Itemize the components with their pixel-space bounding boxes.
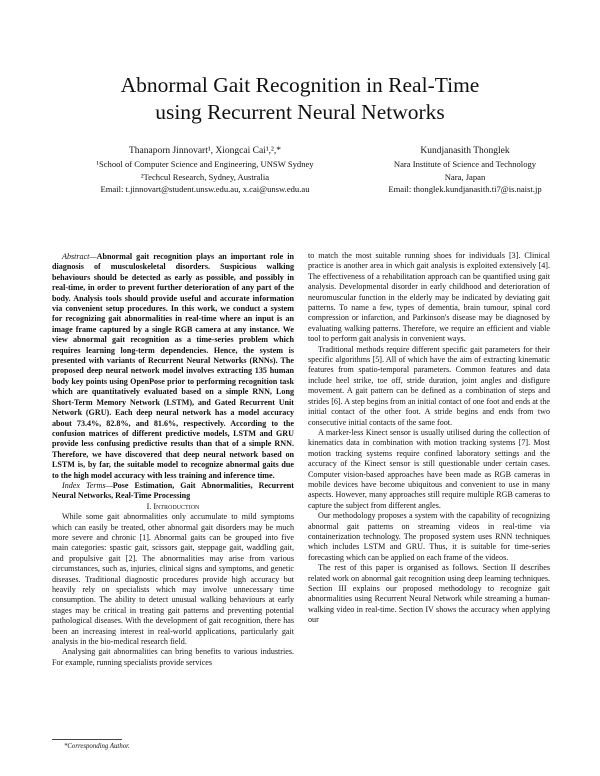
email-left[interactable]: Email: t.jinnovart@student.unsw.edu.au, x.cai@unsw.edu.au [100, 184, 310, 194]
paper-title [60, 72, 540, 126]
affiliation-1-left: ¹School of Computer Science and Engineering, UNSW Sydney [96, 159, 314, 169]
author-block-right [340, 145, 590, 196]
right-paragraph-1: to match the most suitable running shoes for individuals [3]. Clinical practice is another area in which gait analysis is exploited extensively [4]. The effectiveness of a rehabilitation approach can be quantified using gait analysis. Developmental disorder in early childhood and deterioration of neuromuscular function in the elderly may be indicated by deviating gait patterns. To name a few, types of dementia, brain tumour, spinal cord compression or infarction, and Parkinson's disease may be diagnosed by evaluating walking patterns. Therefore, we require an efficient and viable tool to perform gait analysis in convenient ways. [308, 251, 550, 344]
affiliation-1-right: Nara Institute of Science and Technology [393, 159, 537, 169]
title-line-2: using Recurrent Neural Networks [155, 100, 445, 124]
abstract-text: Abnormal gait recognition plays an important role in diagnosis of musculoskeletal disorders. Suspicious walking behaviours should be detected as early as possible, and possibly in real-time, in order to prevent further deterioration of any part of the body. Analysis tools should provide useful and accurate information via convenient setup procedures. In this work, we conduct a system for recognizing gait abnormalities in real-time where an input is an image frame captured by a single RGB camera at any instance. We view abnormal gait recognition as a time-series problem which requires learning long-term dependencies. Hence, the system is presented with variants of Recurrent Neural Networks (RNNs). The proposed deep neural network model involves extracting 135 human body key points using OpenPose prior to performing recognition task which are quantitatively evaluated based on a simple RNN, Long Short-Term Memory Network (LSTM), and Gated Recurrent Unit Network (GRU). Each deep neural network has a model accuracy about 73.4%, 82.8%, and 81.6%, respectively. According to the confusion matrices of different predictive models, LSTM and GRU provide less confusing predictive results than that of a simple RNN. Therefore, we have discovered that deep neural network based on LSTM is, by far, the suitable model to recognize abnormal gaits due to the high model accuracy with less training and inference time. [52, 252, 294, 480]
footnote-corresponding-author: *Corresponding Author. [64, 743, 130, 750]
affiliation-2-right: Nara, Japan [444, 171, 486, 182]
affiliation-2-left: ²Techcul Research, Sydney, Australia [140, 171, 270, 182]
left-paragraph-2: Analysing gait abnormalities can bring benefits to various industries. For example, running specialists provide services [52, 647, 294, 667]
section-heading-introduction: I. Introduction [146, 501, 200, 511]
right-paragraph-3: A marker-less Kinect sensor is usually utilised during the collection of kinematics data in combination with motion tracking systems [7]. Most motion tracking systems require confined laboratory settings and the accuracy of the Kinect sensor is still questionable under certain cases. Computer vision-based approaches have been made as RGB cameras in mobile devices have become ubiquitous and convenient to use in many aspects. However, many approaches still require multiple RGB cameras to capture the subject from different angles. [308, 427, 550, 510]
title-line-1: Abnormal Gait Recognition in Real-Time [120, 73, 480, 97]
index-terms-text: Pose Estimation, Gait Abnormalities, Recurrent Neural Networks, Real-Time Processing [52, 480, 294, 501]
footnote-rule [52, 739, 122, 740]
index-terms [52, 481, 294, 502]
index-terms-lead: Index Terms— [62, 480, 113, 490]
author-names-left: Thanaporn Jinnovart¹, Xiongcai Cai¹,²,* [128, 146, 282, 156]
right-column [308, 251, 550, 626]
left-column [52, 252, 294, 668]
author-names-right: Kundjanasith Thonglek [420, 146, 510, 156]
abstract [52, 252, 294, 481]
left-paragraph-1: While some gait abnormalities only accumulate to mild symptoms which can easily be treated, other abnormal gait disorders may be much more severe and chronic [1]. Abnormal gaits can be grouped into five main categories: spastic gait, scissors gait, steppage gait, waddling gait, and propulsive gait [2]. The abnormalities may arise from various circumstances, such as, injuries, clinical signs and symptoms, and genetic diseases. Traditional diagnostic procedures provide high accuracy but heavily rely on specialists which may involve unnecessary time consumption. The ability to detect unusual walking behaviours at early stages may be critical in treating gait patterns and preventing potential pathological diseases. With the development of gait recognition, there has been an increasing interest in real-world applications, particularly gait analysis in the bio-medical research field. [52, 512, 294, 647]
abstract-lead: Abstract— [62, 252, 97, 261]
author-block-left [55, 145, 355, 196]
right-paragraph-2: Traditional methods require different specific gait parameters for their specific algorithms [5]. All of which have the aim of extracting kinematic features from spatio-temporal parameters. Common features and data include heel strike, toe off, stride duration, joint angles and disfigure movement. A gait pattern can be defined as a combination of steps and strides [6]. A step begins from an initial contact of one foot and ends at the initial contact of the other foot. A stride begins and ends from two consecutive initial contacts of the same foot. [308, 344, 550, 427]
right-paragraph-5: The rest of this paper is organised as follows. Section II describes related work on abnormal gait recognition using deep learning techniques. Section III explains our proposed methodology to recognize gait abnormalities using Recurrent Neural Network while streaming a human-walking video in real-time. Section IV shows the accuracy when applying our [308, 563, 550, 625]
right-paragraph-4: Our methodology proposes a system with the capability of recognizing abnormal gait patterns on streaming videos in real-time via containerization technology. The proposed system uses RNN techniques which includes LSTM and GRU. Thus, it is suitable for time-series forecasting which can be applied on each frame of the videos. [308, 511, 550, 562]
email-right[interactable]: Email: thonglek.kundjanasith.ti7@is.naist.jp [388, 184, 542, 194]
